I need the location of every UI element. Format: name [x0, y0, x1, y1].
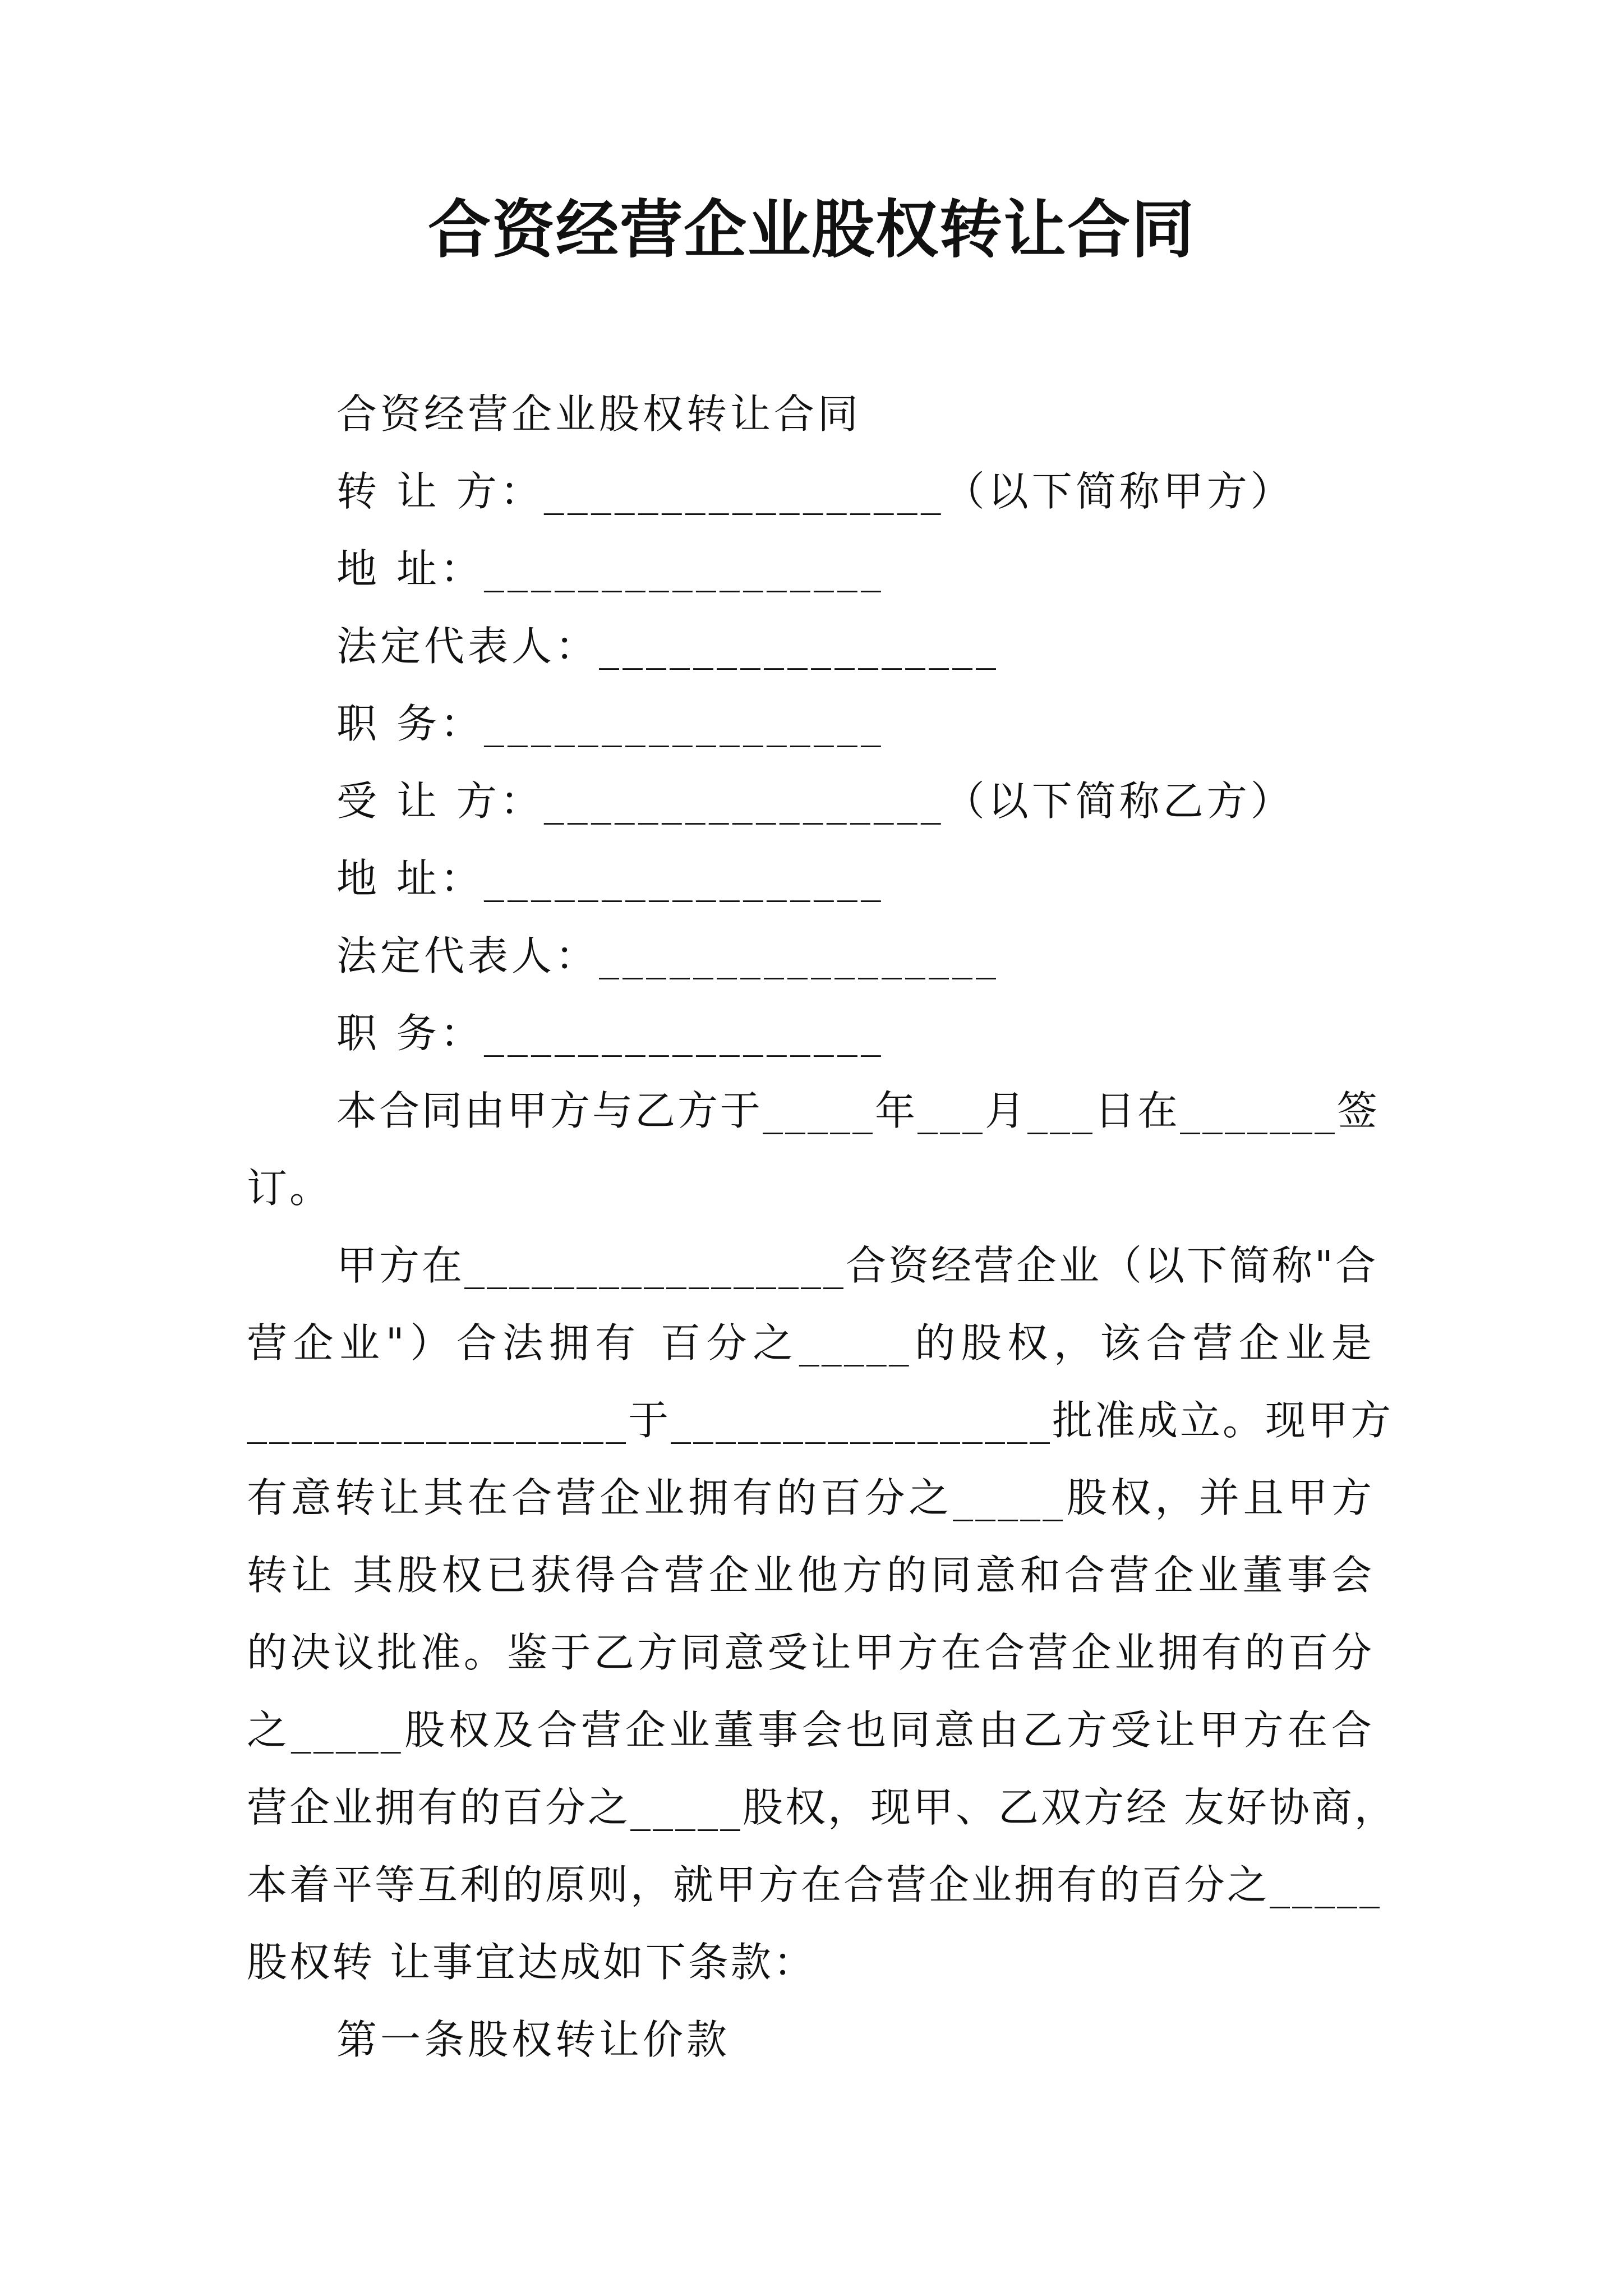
header-line-transferor: 转 让 方：_________________（以下简称甲方） [336, 468, 1294, 515]
main-paragraph-line: 本着平等互利的原则，就甲方在合营企业拥有的百分之_____ [247, 1861, 1382, 1908]
main-paragraph-line: 之_____股权及合营企业董事会也同意由乙方受让甲方在合 [247, 1706, 1374, 1754]
header-line-transferor-address: 地 址：_________________ [336, 545, 884, 592]
header-line-transferee-position: 职 务：_________________ [336, 1010, 884, 1057]
main-paragraph-line: 的决议批准。鉴于乙方同意受让甲方在合营企业拥有的百分 [247, 1629, 1374, 1676]
header-line-transferor-position: 职 务：_________________ [336, 700, 884, 747]
header-line-contract-name: 合资经营企业股权转让合同 [336, 390, 862, 438]
main-paragraph-line: 营企业"）合法拥有 百分之_____的股权，该合营企业是 [247, 1319, 1374, 1366]
header-line-transferor-legal-rep: 法定代表人：_________________ [336, 623, 1000, 670]
document-title: 合资经营企业股权转让合同 [428, 193, 1195, 266]
header-line-transferee: 受 让 方：_________________（以下简称乙方） [336, 777, 1294, 825]
main-paragraph-line: _________________于_________________批准成立。现甲方 [247, 1397, 1394, 1444]
header-line-transferee-legal-rep: 法定代表人：_________________ [336, 932, 1000, 979]
main-paragraph-line: 营企业拥有的百分之_____股权，现甲、乙双方经 友好协商， [247, 1784, 1397, 1831]
main-paragraph-line: 转让 其股权已获得合营企业他方的同意和合营企业董事会 [247, 1552, 1374, 1599]
section-heading-article-1: 第一条股权转让价款 [336, 2016, 731, 2063]
main-paragraph-line: 有意转让其在合营企业拥有的百分之_____股权，并且甲方 [247, 1474, 1374, 1521]
main-paragraph-line: 甲方在_________________合资经营企业（以下简称"合 [336, 1242, 1378, 1289]
main-paragraph-line: 股权转 让事宜达成如下条款： [247, 1939, 816, 1986]
signing-paragraph-line: 本合同由甲方与乙方于_____年___月___日在_______签 [336, 1087, 1380, 1134]
header-line-transferee-address: 地 址：_________________ [336, 855, 884, 902]
signing-paragraph-line: 订。 [247, 1165, 333, 1212]
